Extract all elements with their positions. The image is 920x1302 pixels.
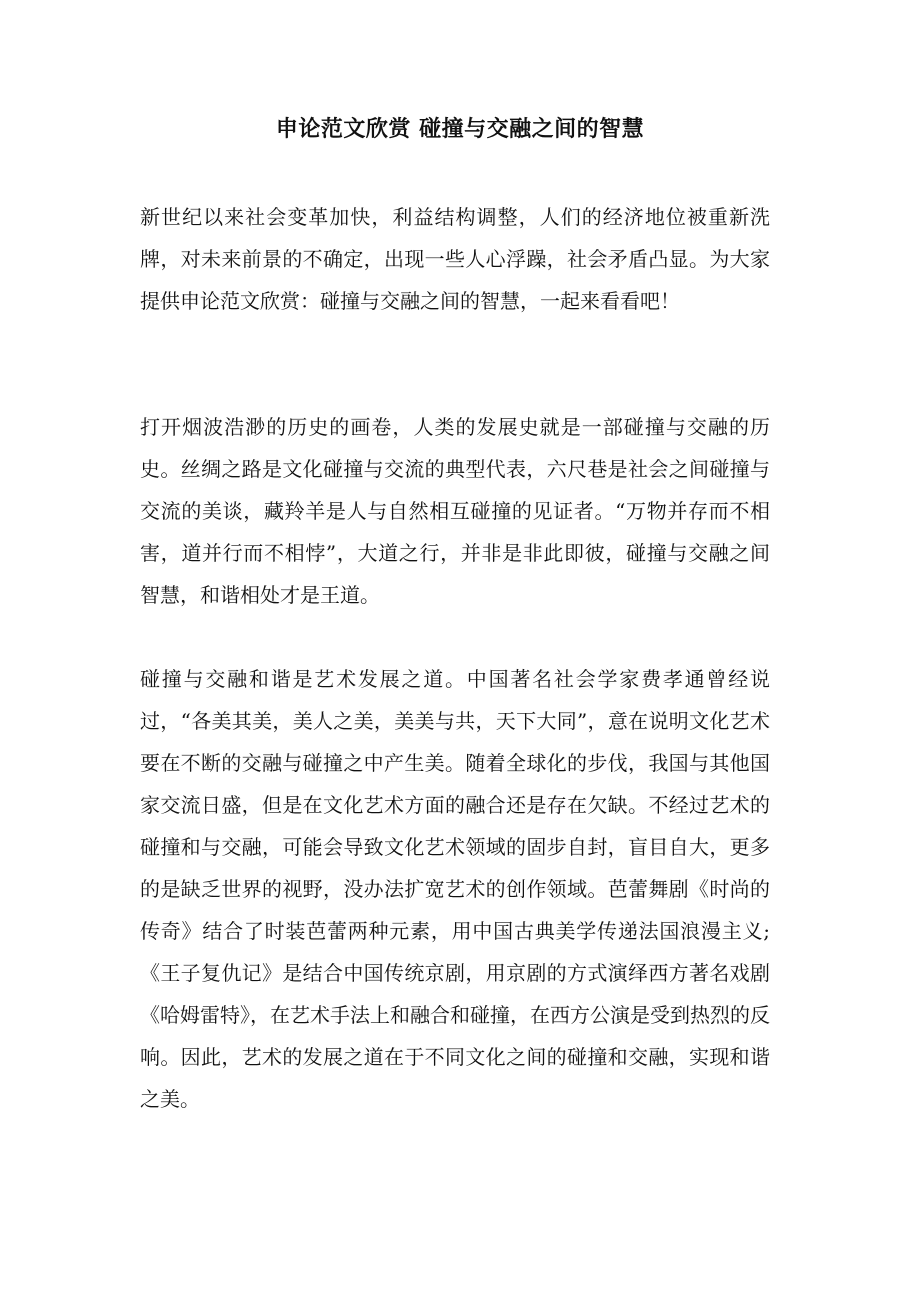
document-title: 申论范文欣赏 碰撞与交融之间的智慧 — [275, 116, 645, 142]
paragraph-intro: 新世纪以来社会变革加快，利益结构调整，人们的经济地位被重新洗牌，对未来前景的不确定，出现一些人心浮躁，社会矛盾凸显。为大家提供申论范文欣赏：碰撞与交融之间的智慧，一起来看看吧！ — [140, 205, 770, 313]
paragraph-art: 碰撞与交融和谐是艺术发展之道。中国著名社会学家费孝通曾经说过，“各美其美，美人之美，美美与共，天下大同”，意在说明文化艺术要在不断的交融与碰撞之中产生美。随着全球化的步伐，我国与其他国家交流日盛，但是在文化艺术方面的融合还是存在欠缺。不经过艺术的碰撞和与交融，可能会导致文化艺术领域的固步自封，盲目自大，更多的是缺乏世界的视野，没办法扩宽艺术的创作领域。芭蕾舞剧《时尚的传奇》结合了时装芭蕾两种元素，用中国古典美学传递法国浪漫主义;《王子复仇记》是结合中国传统京剧，用京剧的方式演绎西方著名戏剧《哈姆雷特》，在艺术手法上和融合和碰撞，在西方公演是受到热烈的反响。因此，艺术的发展之道在于不同文化之间的碰撞和交融，实现和谐之美。 — [140, 667, 770, 1111]
paragraph-history: 打开烟波浩渺的历史的画卷，人类的发展史就是一部碰撞与交融的历史。丝绸之路是文化碰撞与交流的典型代表，六尺巷是社会之间碰撞与交流的美谈，藏羚羊是人与自然相互碰撞的见证者。“万物并存而不相害，道并行而不相悖”，大道之行，并非是非此即彼，碰撞与交融之间智慧，和谐相处才是王道。 — [140, 415, 770, 607]
